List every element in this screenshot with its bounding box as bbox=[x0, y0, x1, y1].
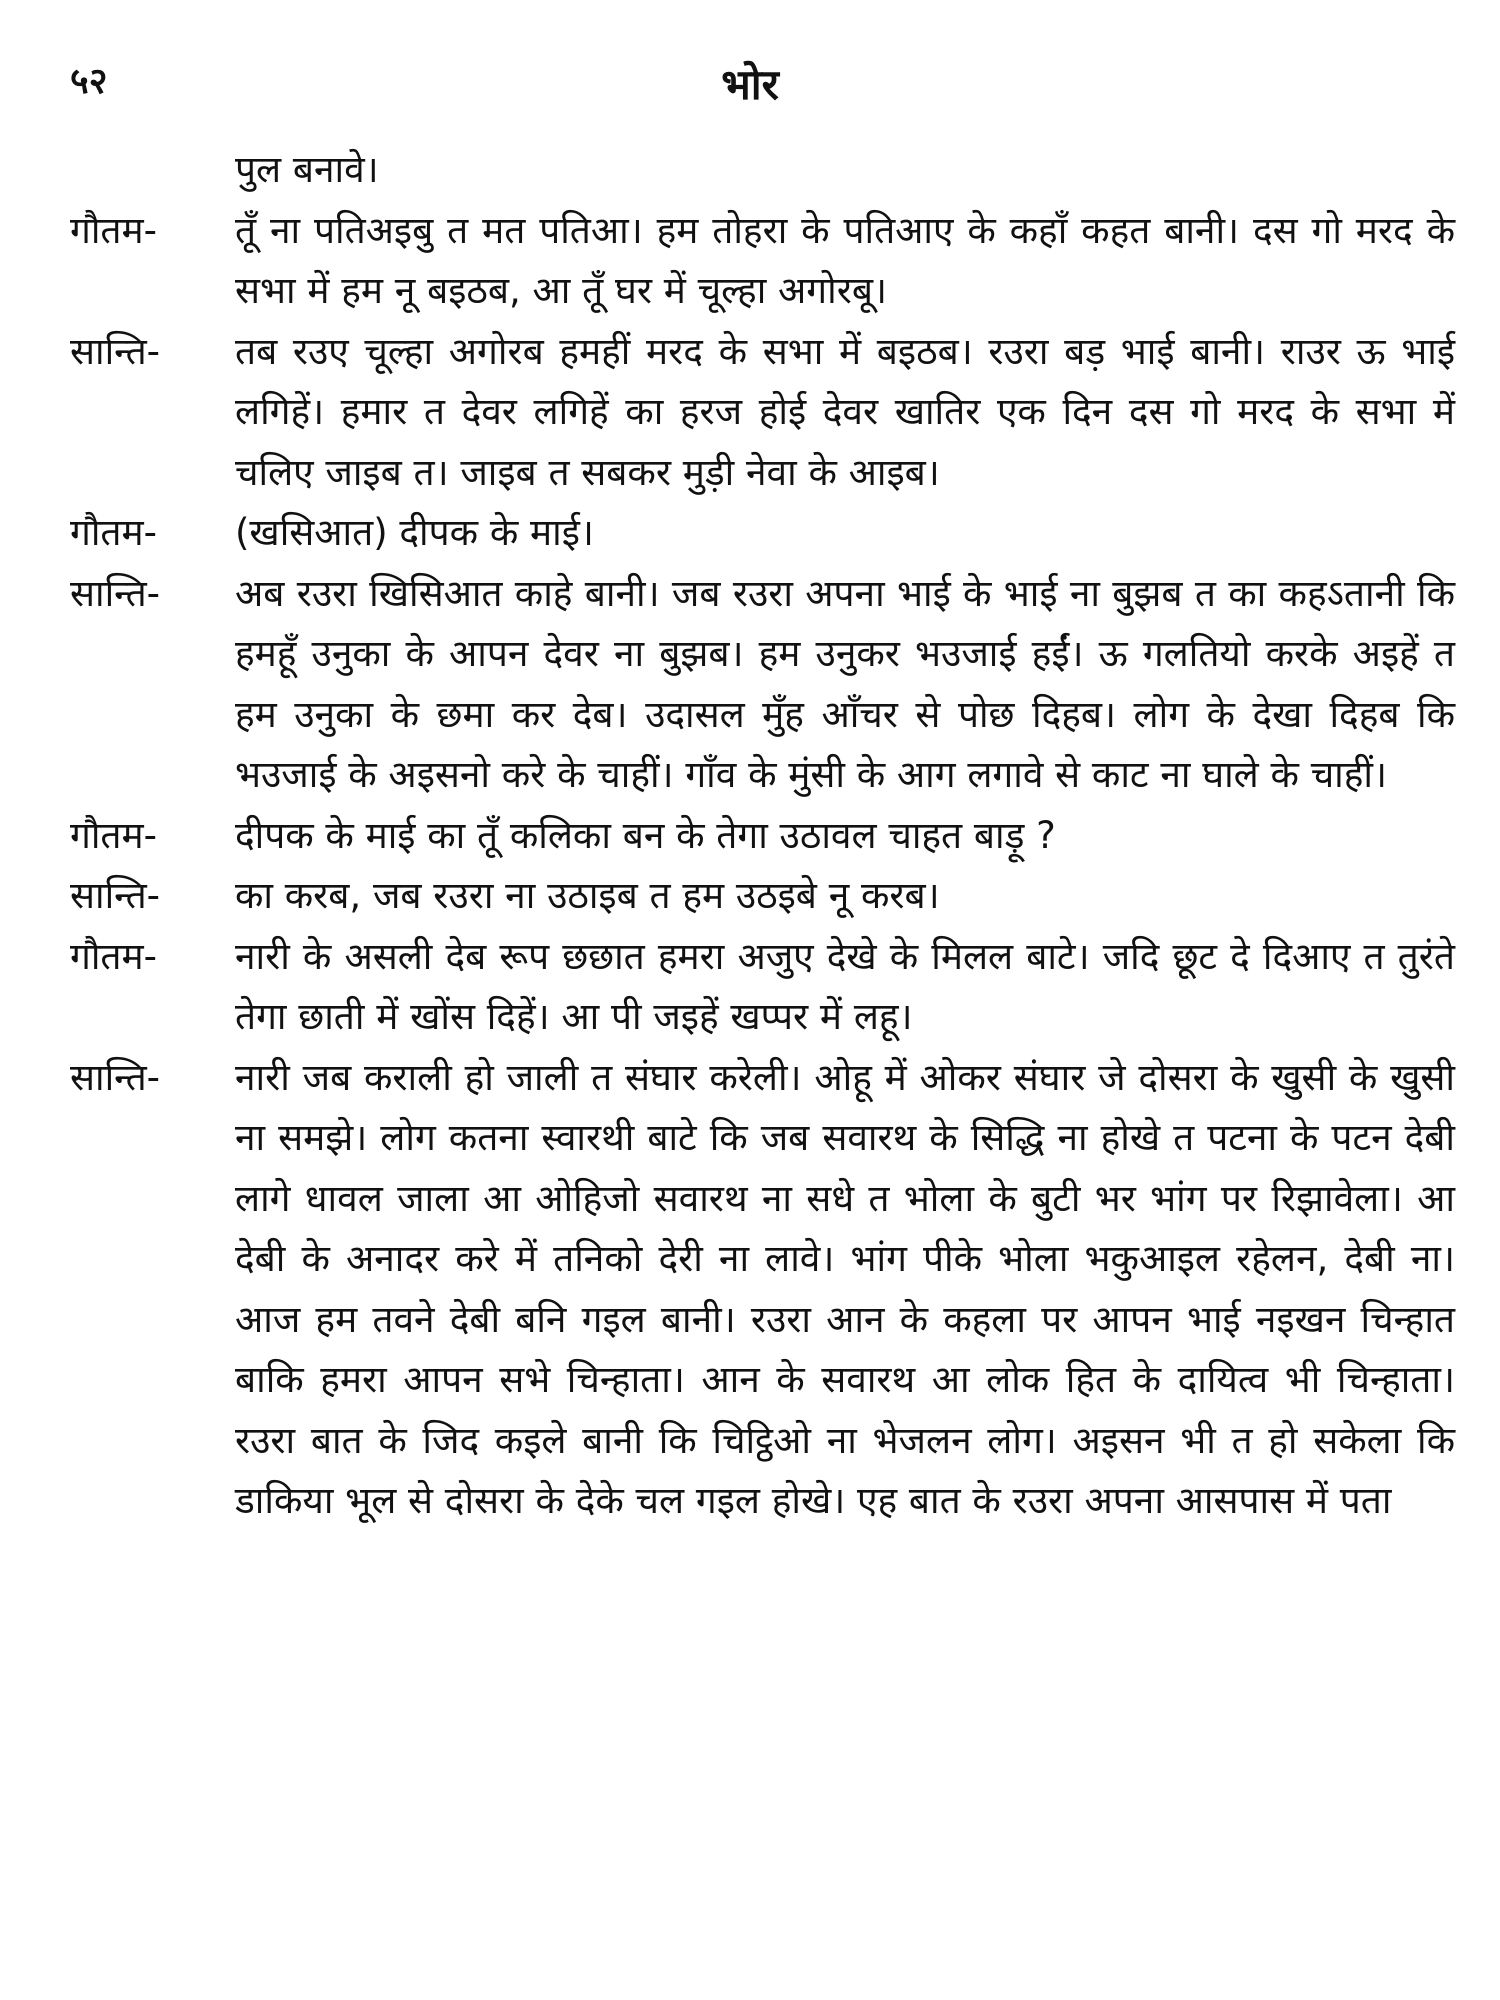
speaker-label: सान्ति- bbox=[70, 329, 161, 373]
dialogue-entry bbox=[70, 1048, 1455, 1532]
speaker-label: गौतम- bbox=[70, 813, 157, 857]
dialogue-entry bbox=[70, 322, 1455, 504]
speech-text: नारी जब कराली हो जाली त संघार करेली। ओहू में ओकर संघार जे दोसरा के खुसी के खुसी ना समझे। लोग कतना स्वारथी बाटे कि जब सवारथ के सिद्धि ना होखे त पटना के पटन देबी लागे धावल जाला आ ओहिजो सवारथ ना सधे त भोला के बुटी भर भांग पर रिझावेला। आ देबी के अनादर करे में तनिको देरी ना लावे। भांग पीके भोला भकुआइल रहेलन, देबी ना। आज हम तवने देबी बनि गइल बानी। रउरा आन के कहला पर आपन भाई नइखन चिन्हात बाकि हमरा आपन सभे चिन्हाता। आन के सवारथ आ लोक हित के दायित्व भी चिन्हाता। रउरा बात के जिद कइले बानी कि चिट्ठिओ ना भेजलन लोग। अइसन भी त हो सकेला कि डाकिया भूल से दोसरा के देके चल गइल होखे। एह बात के रउरा अपना आसपास में पता bbox=[235, 1055, 1455, 1522]
dialogue-entry bbox=[70, 503, 1455, 564]
speaker-label: सान्ति- bbox=[70, 1055, 161, 1099]
speech-text: दीपक के माई का तूँ कलिका बन के तेगा उठावल चाहत बाड़ू ? bbox=[235, 813, 1056, 857]
dialogue-entry bbox=[70, 564, 1455, 806]
speech-text: तब रउए चूल्हा अगोरब हमहीं मरद के सभा में बइठब। रउरा बड़ भाई बानी। राउर ऊ भाई लगिहें। हमार त देवर लगिहें का हरज होई देवर खातिर एक दिन दस गो मरद के सभा में चलिए जाइब त। जाइब त सबकर मुड़ी नेवा के आइब। bbox=[235, 329, 1455, 494]
speech-text: नारी के असली देब रूप छछात हमरा अजुए देखे के मिलल बाटे। जदि छूट दे दिआए त तुरंते तेगा छाती में खोंस दिहें। आ पी जइहें खप्पर में लहू। bbox=[235, 934, 1455, 1038]
dialogue-body bbox=[70, 140, 1455, 1532]
dialogue-entry bbox=[70, 140, 1455, 201]
dialogue-entry bbox=[70, 201, 1455, 322]
page-header bbox=[0, 55, 1500, 125]
speaker-label: सान्ति- bbox=[70, 571, 161, 615]
dialogue-entry bbox=[70, 806, 1455, 867]
speaker-label: सान्ति- bbox=[70, 874, 161, 917]
page-title: भोर bbox=[721, 60, 779, 109]
speech-text: (खसिआत) दीपक के माई। bbox=[235, 511, 594, 554]
dialogue-entry bbox=[70, 927, 1455, 1048]
speech-text: का करब, जब रउरा ना उठाइब त हम उठइबे नू करब। bbox=[235, 874, 940, 917]
page-number: ५२ bbox=[70, 61, 108, 102]
dialogue-entry bbox=[70, 866, 1455, 927]
speech-text: अब रउरा खिसिआत काहे बानी। जब रउरा अपना भाई के भाई ना बुझब त का कहऽतानी कि हमहूँ उनुका के आपन देवर ना बुझब। हम उनुकर भउजाई हईं। ऊ गलतियो करके अइहें त हम उनुका के छमा कर देब। उदासल मुँह आँचर से पोछ दिहब। लोग के देखा दिहब कि भउजाई के अइसनो करे के चाहीं। गाँव के मुंसी के आग लगावे से काट ना घाले के चाहीं। bbox=[235, 571, 1455, 796]
speaker-label: गौतम- bbox=[70, 934, 157, 978]
speech-text: तूँ ना पतिअइबु त मत पतिआ। हम तोहरा के पतिआए के कहाँ कहत बानी। दस गो मरद के सभा में हम नू बइठब, आ तूँ घर में चूल्हा अगोरबू। bbox=[235, 208, 1455, 312]
speaker-label: गौतम- bbox=[70, 208, 157, 252]
speaker-label: गौतम- bbox=[70, 511, 157, 554]
speech-text: पुल बनावे। bbox=[235, 148, 379, 191]
